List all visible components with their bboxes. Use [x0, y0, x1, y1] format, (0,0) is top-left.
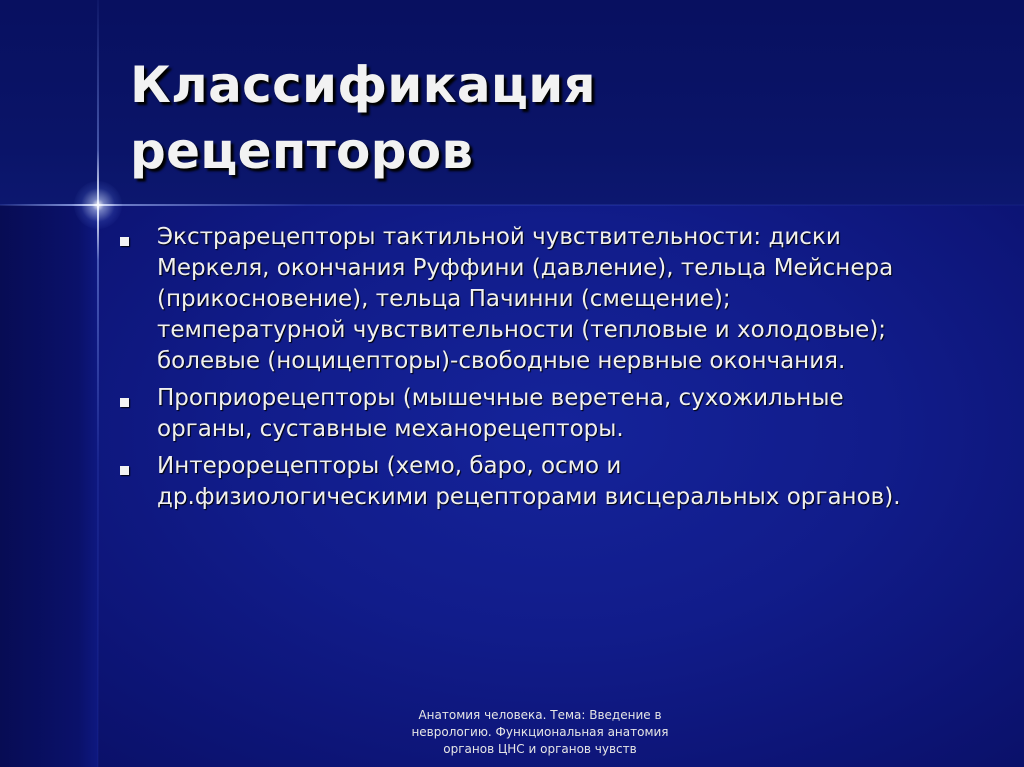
slide-title-line: рецепторов: [130, 122, 474, 180]
square-bullet-icon: [120, 237, 129, 246]
bullet-list: [120, 222, 1000, 519]
bullet-line: Экстрарецепторы тактильной чувствительности: диски: [157, 224, 841, 250]
bullet-line: болевые (ноцицепторы)-свободные нервные окончания.: [157, 348, 846, 374]
left-band: [0, 205, 98, 767]
footer-line: неврологию. Функциональная анатомия: [411, 725, 669, 739]
light-flare-vertical: [97, 0, 99, 767]
bullet-line: др.физиологическими рецепторами висцеральных органов).: [157, 484, 901, 510]
bullet-line: Интерорецепторы (хемо, баро, осмо и: [157, 453, 622, 479]
slide-footer: [380, 707, 700, 758]
light-flare-glow: [74, 181, 122, 229]
bullet-line: Проприорецепторы (мышечные веретена, сухожильные: [157, 385, 844, 411]
bullet-line: Меркеля, окончания Руффини (давление), тельца Мейснера: [157, 255, 894, 281]
bullet-line: органы, суставные механорецепторы.: [157, 416, 624, 442]
bullet-item-interoceptors: [120, 451, 1000, 513]
slide-title-line: Классификация: [130, 56, 596, 114]
square-bullet-icon: [120, 466, 129, 475]
bullet-line: температурной чувствительности (тепловые и холодовые);: [157, 317, 887, 343]
bullet-item-exteroceptors: [120, 222, 1000, 377]
light-flare-horizontal: [0, 204, 1024, 206]
square-bullet-icon: [120, 398, 129, 407]
bullet-line: (прикосновение), тельца Пачинни (смещение);: [157, 286, 731, 312]
footer-line: органов ЦНС и органов чувств: [443, 742, 637, 756]
footer-line: Анатомия человека. Тема: Введение в: [418, 708, 662, 722]
bullet-item-proprioceptors: [120, 383, 1000, 445]
slide-title: [130, 52, 596, 184]
